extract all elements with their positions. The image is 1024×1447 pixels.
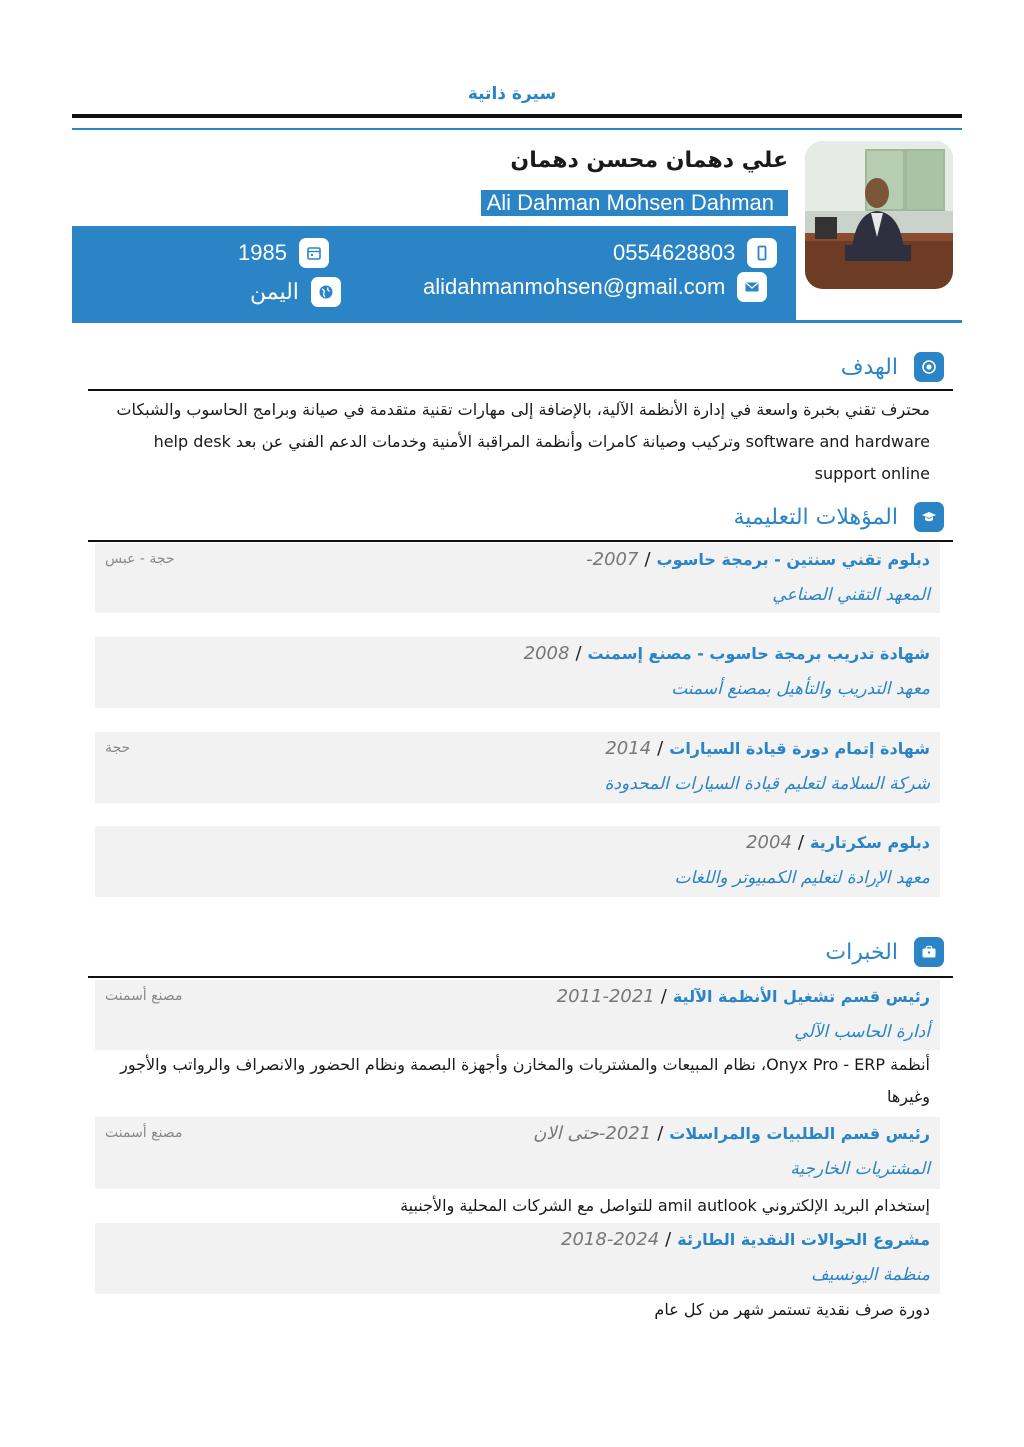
header-rule-thick (72, 114, 962, 118)
section-experience-title: الخبرات (825, 939, 898, 965)
section-experience-rule (88, 976, 953, 978)
contact-phone (613, 238, 777, 268)
education-date: 2004 (746, 832, 792, 853)
document-title: سيرة ذاتية (467, 84, 557, 104)
briefcase-icon (914, 937, 944, 967)
calendar-icon (299, 238, 329, 268)
header-rule-blue (72, 128, 962, 130)
experience-department: أدارة الحاسب الآلي (794, 1022, 930, 1042)
contact-band-line (796, 320, 962, 323)
experience-description: إستخدام البريد الإلكتروني amil autlook للتواصل مع الشركات المحلية والأجنبية (400, 1196, 930, 1215)
education-date: 2008 (523, 643, 570, 664)
section-objective-header (841, 352, 944, 382)
section-experience-header (825, 937, 944, 967)
education-title: شهادة إتمام دورة قيادة السيارات (669, 739, 930, 758)
experience-title: رئيس قسم تشغيل الأنظمة الآلية (672, 987, 930, 1006)
contact-email (423, 272, 767, 302)
education-place: حجة - عبس (105, 551, 175, 567)
envelope-icon (737, 272, 767, 302)
education-institution: معهد التدريب والتأهيل بمصنع أسمنت (671, 679, 930, 699)
section-education-header (734, 502, 944, 532)
experience-department: منظمة اليونسيف (811, 1265, 930, 1285)
name-english: Ali Dahman Mohsen Dahman (481, 190, 788, 216)
experience-card: مشروع الحوالات النقدية الطارئة / 2018-2024 منظمة اليونسيف (95, 1223, 940, 1294)
experience-date: 2011-2021 (556, 986, 655, 1007)
experience-description: دورة صرف نقدية تستمر شهر من كل عام (654, 1300, 930, 1319)
education-title: دبلوم تقني سنتين - برمجة حاسوب (656, 550, 930, 569)
section-objective-rule (88, 389, 953, 391)
experience-title: مشروع الحوالات النقدية الطارئة (677, 1230, 930, 1249)
globe-icon (311, 277, 341, 307)
birth-year-value: 1985 (238, 240, 287, 265)
email-value: alidahmanmohsen@gmail.com (423, 274, 726, 299)
education-title: شهادة تدريب برمجة حاسوب - مصنع إسمنت (587, 644, 930, 663)
target-icon (914, 352, 944, 382)
education-date: 2007- (586, 549, 639, 570)
education-card: دبلوم تقني سنتين - برمجة حاسوب / 2007- حجة - عبس المعهد التقني الصناعي (95, 543, 940, 613)
section-education-rule (88, 540, 953, 542)
education-institution: شركة السلامة لتعليم قيادة السيارات المحدودة (604, 774, 930, 794)
experience-place: مصنع أسمنت (105, 988, 183, 1004)
experience-card: رئيس قسم تشغيل الأنظمة الآلية / 2011-2021 مصنع أسمنت أدارة الحاسب الآلي (95, 980, 940, 1050)
experience-place: مصنع أسمنت (105, 1125, 183, 1141)
education-place: حجة (105, 740, 131, 756)
experience-department: المشتريات الخارجية (790, 1159, 930, 1179)
education-institution: المعهد التقني الصناعي (772, 585, 930, 605)
experience-date: 2021-حتى الان (533, 1123, 652, 1144)
section-objective-title: الهدف (840, 354, 898, 380)
education-card: دبلوم سكرتارية / 2004 معهد الإرادة لتعليم الكمبيوتر واللغات (95, 826, 940, 897)
experience-title: رئيس قسم الطلبيات والمراسلات (669, 1124, 930, 1143)
phone-value: 0554628803 (613, 240, 736, 265)
education-institution: معهد الإرادة لتعليم الكمبيوتر واللغات (674, 868, 930, 888)
education-title: دبلوم سكرتارية (809, 833, 930, 852)
country-value: اليمن (250, 279, 299, 304)
contact-country (250, 277, 341, 307)
graduation-cap-icon (914, 502, 944, 532)
education-card: شهادة تدريب برمجة حاسوب - مصنع إسمنت / 2008 معهد التدريب والتأهيل بمصنع أسمنت (95, 637, 940, 708)
section-education-title: المؤهلات التعليمية (733, 504, 898, 530)
name-arabic: علي دهمان محسن دهمان (510, 148, 788, 173)
experience-date: 2018-2024 (561, 1229, 660, 1250)
experience-description: أنظمة Onyx Pro - ERP، نظام المبيعات والمشتريات والمخازن وأجهزة البصمة ونظام الحضور والانصراف والرواتب والأجور وغيرها (120, 1055, 930, 1106)
experience-card: رئيس قسم الطلبيات والمراسلات / 2021-حتى الان مصنع أسمنت المشتريات الخارجية (95, 1117, 940, 1189)
contact-birth-year (238, 238, 329, 268)
profile-photo (805, 141, 953, 289)
education-card: شهادة إتمام دورة قيادة السيارات / 2014 حجة شركة السلامة لتعليم قيادة السيارات المحدودة (95, 732, 940, 803)
education-date: 2014 (605, 738, 652, 759)
objective-text: محترف تقني بخبرة واسعة في إدارة الأنظمة الآلية، بالإضافة إلى مهارات تقنية متقدمة في صيانة وبرامج الحاسوب والشبكات software and hardware وتركيب وصيانة كامرات وأنظمة المراقبة الأمنية وخدمات الدعم الفني عن بعد help desk support online (116, 400, 930, 483)
phone-icon (747, 238, 777, 268)
